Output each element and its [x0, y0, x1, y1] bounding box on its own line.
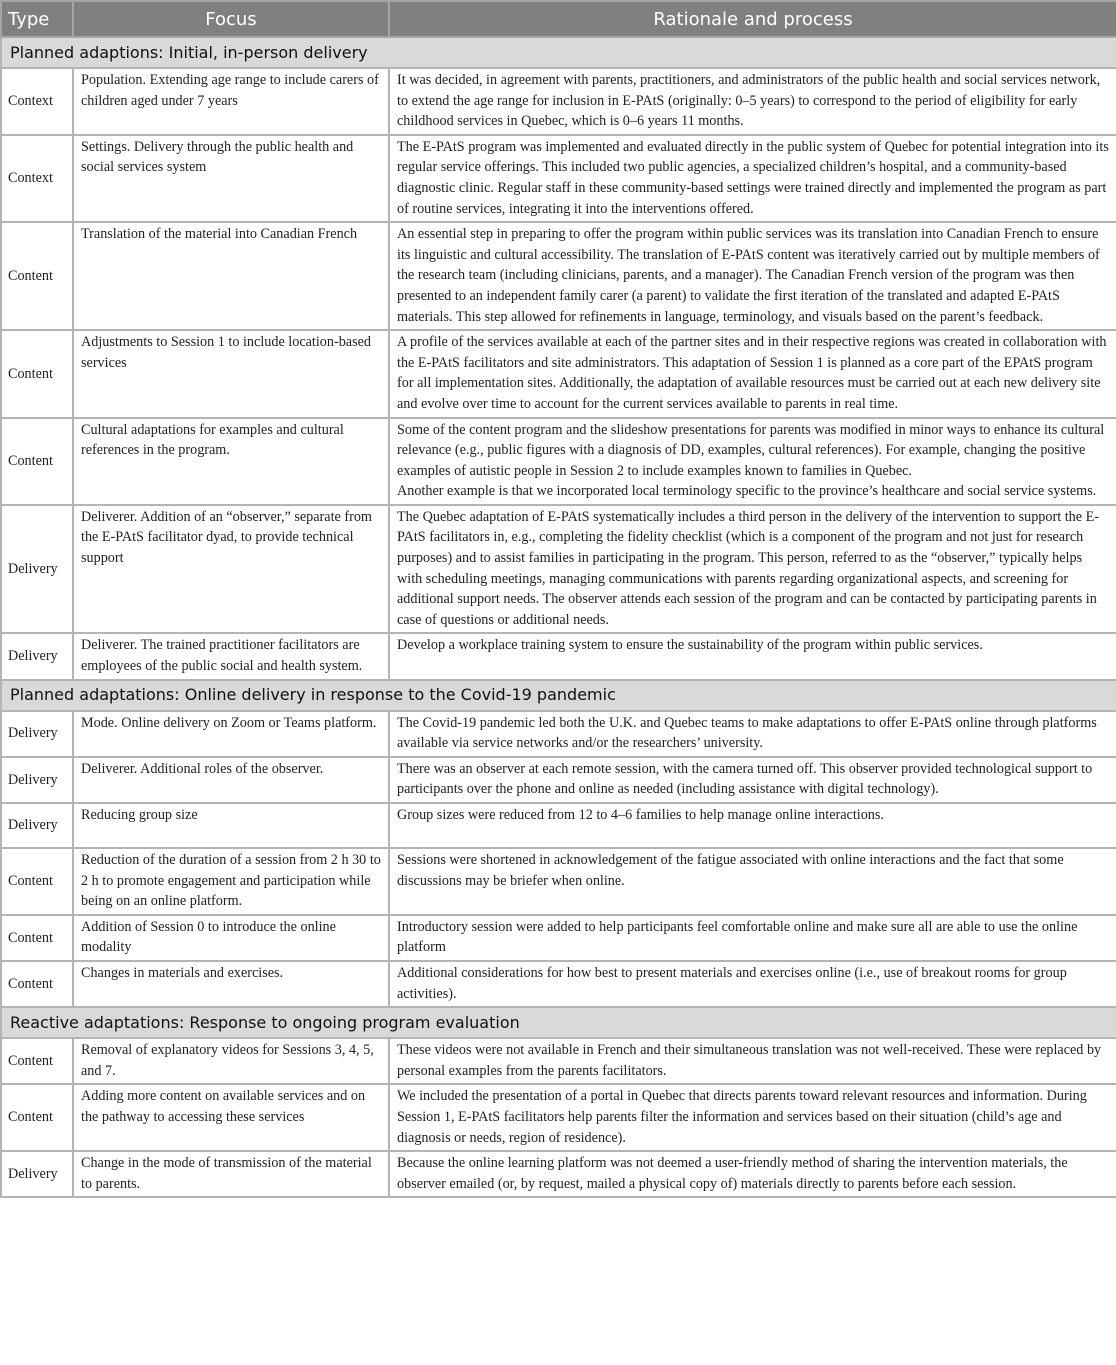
rationale-text-2: Another example is that we incorporated local terminology specific to the province’s healthcare and social service systems. — [397, 483, 1097, 500]
rationale-cell — [389, 1084, 1116, 1151]
type-cell: Delivery — [1, 757, 73, 803]
table-row — [1, 711, 1116, 757]
table-row — [1, 1151, 1116, 1197]
rationale-text: An essential step in preparing to offer the program within public services was its translation into Canadian French to ensure its linguistic and cultural accessibility. The translation of E-PAtS content was iteratively carried out by multiple members of the research team (including clinicians, parents, and a manager). The Canadian French version of the program was then presented to an independent family carer (a parent) to validate the first iteration of the translated and adapted E-PAtS materials. This step allowed for refinements in language, terminology, and visuals based on the parent’s feedback. — [397, 226, 1100, 325]
rationale-text: Group sizes were reduced from 12 to 4–6 families to help manage online interactions. — [397, 807, 884, 823]
rationale-text: Because the online learning platform was not deemed a user-friendly method of sharing the intervention materials, the observer emailed (or, by request, mailed a physical copy of) materials directly to parents before each session. — [397, 1155, 1068, 1192]
rationale-text: Some of the content program and the slideshow presentations for parents was modified in minor ways to enhance its cultural relevance (e.g., public figures with a diagnosis of DD, examples, cultural references). For example, changing the positive examples of autistic people in Session 2 to include examples known to families in Quebec. — [397, 421, 1105, 479]
section-title: Reactive adaptations: Response to ongoing program evaluation — [1, 1007, 1116, 1038]
rationale-cell — [389, 711, 1116, 757]
section-header-row — [1, 680, 1116, 711]
table-row — [1, 915, 1116, 961]
table-row — [1, 330, 1116, 417]
rationale-cell — [389, 222, 1116, 330]
type-cell: Content — [1, 1038, 73, 1084]
rationale-cell — [389, 633, 1116, 679]
focus-cell: Changes in materials and exercises. — [73, 961, 389, 1007]
rationale-text: It was decided, in agreement with parents, practitioners, and administrators of the public health and social services network, to extend the age range for inclusion in E-PAtS (originally: 0–5 years) to correspond to the period of eligibility for early childhood services in Quebec, which is 0–6 years 11 months. — [397, 72, 1101, 130]
table-row — [1, 418, 1116, 505]
type-cell: Delivery — [1, 711, 73, 757]
table-row — [1, 633, 1116, 679]
table-row — [1, 803, 1116, 848]
type-cell: Content — [1, 961, 73, 1007]
focus-cell: Adjustments to Session 1 to include location-based services — [73, 330, 389, 417]
focus-cell: Deliverer. Additional roles of the observer. — [73, 757, 389, 803]
rationale-cell — [389, 505, 1116, 634]
rationale-text: A profile of the services available at each of the partner sites and in their respective regions was created in collaboration with the E-PAtS facilitators and site administrators. This adaptation of Session 1 is planned as a core part of the EPAtS program for all implementation sites. Additionally, the adaptation of available resources must be carried out at each new delivery site and evolve over time to account for the current services available to parents in real time. — [397, 334, 1107, 412]
rationale-text: Introductory session were added to help participants feel comfortable online and make sure all are able to use the online platform — [397, 918, 1078, 956]
type-cell: Delivery — [1, 1151, 73, 1197]
type-cell: Content — [1, 915, 73, 961]
type-cell: Delivery — [1, 633, 73, 679]
header-type: Type — [1, 1, 73, 37]
rationale-cell — [389, 135, 1116, 222]
type-cell: Delivery — [1, 505, 73, 634]
focus-cell: Translation of the material into Canadian French — [73, 222, 389, 330]
rationale-text: The E-PAtS program was implemented and evaluated directly in the public system of Quebec for potential integration into its regular service offerings. This included two public agencies, a specialized children’s hospital, and a community-based diagnostic clinic. Regular staff in these community-based settings were trained directly and implemented the program as part of routine services, integrating it into the interventions offered. — [397, 138, 1109, 217]
table-row — [1, 757, 1116, 803]
section-title: Planned adaptations: Online delivery in response to the Covid-19 pandemic — [1, 680, 1116, 711]
header-focus: Focus — [73, 1, 389, 37]
type-cell: Delivery — [1, 803, 73, 848]
rationale-cell — [389, 1151, 1116, 1197]
rationale-cell — [389, 757, 1116, 803]
rationale-cell — [389, 1038, 1116, 1084]
header-row — [1, 1, 1116, 37]
table-row — [1, 1038, 1116, 1084]
table-row — [1, 68, 1116, 135]
section-header-row — [1, 1007, 1116, 1038]
type-cell: Content — [1, 848, 73, 915]
table-row — [1, 222, 1116, 330]
section-header-row — [1, 37, 1116, 68]
type-cell: Context — [1, 135, 73, 222]
focus-cell: Addition of Session 0 to introduce the online modality — [73, 915, 389, 961]
rationale-cell — [389, 330, 1116, 417]
type-cell: Content — [1, 330, 73, 417]
focus-cell: Removal of explanatory videos for Sessions 3, 4, 5, and 7. — [73, 1038, 389, 1084]
focus-cell: Reducing group size — [73, 803, 389, 848]
rationale-cell — [389, 848, 1116, 915]
focus-cell: Mode. Online delivery on Zoom or Teams platform. — [73, 711, 389, 757]
table-row — [1, 961, 1116, 1007]
rationale-cell — [389, 803, 1116, 848]
rationale-text: Develop a workplace training system to ensure the sustainability of the program within public services. — [397, 637, 983, 654]
type-cell: Content — [1, 1084, 73, 1151]
rationale-cell — [389, 915, 1116, 961]
focus-cell: Deliverer. The trained practitioner facilitators are employees of the public social and health system. — [73, 633, 389, 679]
rationale-text: Additional considerations for how best to present materials and exercises online (i.e., use of breakout rooms for group activities). — [397, 964, 1067, 1002]
table-row — [1, 135, 1116, 222]
rationale-cell — [389, 68, 1116, 135]
table-row — [1, 848, 1116, 915]
focus-cell: Reduction of the duration of a session from 2 h 30 to 2 h to promote engagement and participation while being on an online platform. — [73, 848, 389, 915]
focus-cell: Change in the mode of transmission of the material to parents. — [73, 1151, 389, 1197]
rationale-cell — [389, 418, 1116, 505]
type-cell: Content — [1, 418, 73, 505]
rationale-text: We included the presentation of a portal in Quebec that directs parents toward relevant resources and information. During Session 1, E-PAtS facilitators help parents filter the information and services based on their situation (child’s age and diagnosis or needs, region of residence). — [397, 1088, 1087, 1146]
rationale-text: The Covid-19 pandemic led both the U.K. and Quebec teams to make adaptations to offer E-PAtS online through platforms available via service networks and/or the researchers’ university. — [397, 714, 1097, 752]
focus-cell: Deliverer. Addition of an “observer,” separate from the E-PAtS facilitator dyad, to provide technical support — [73, 505, 389, 634]
table-row — [1, 1084, 1116, 1151]
rationale-text: There was an observer at each remote session, with the camera turned off. This observer provided technological support to participants over the phone and online as needed (including assistance with digital technology). — [397, 760, 1093, 798]
focus-cell: Cultural adaptations for examples and cultural references in the program. — [73, 418, 389, 505]
rationale-text: The Quebec adaptation of E-PAtS systematically includes a third person in the delivery of the intervention to support the E-PAtS facilitators in, e.g., completing the fidelity checklist (which is a component of the program and not just for research purposes) and to assist families in participating in the program. This person, referred to as the “observer,” typically helps with scheduling meetings, managing communications with parents regarding organizational aspects, and screening for additional support needs. The observer attends each session of the program and can be contacted by participating parents in case of questions or additional needs. — [397, 508, 1099, 628]
type-cell: Context — [1, 68, 73, 135]
section-title: Planned adaptions: Initial, in-person delivery — [1, 37, 1116, 68]
table-row — [1, 505, 1116, 634]
rationale-cell — [389, 961, 1116, 1007]
type-cell: Content — [1, 222, 73, 330]
rationale-text: These videos were not available in French and their simultaneous translation was not well-received. These were replaced by personal examples from the parents facilitators. — [397, 1042, 1102, 1079]
rationale-text: Sessions were shortened in acknowledgement of the fatigue associated with online interactions and the fact that some discussions may be briefer when online. — [397, 852, 1064, 889]
table-body — [1, 37, 1116, 1197]
header-rationale: Rationale and process — [389, 1, 1116, 37]
focus-cell: Settings. Delivery through the public health and social services system — [73, 135, 389, 222]
focus-cell: Adding more content on available services and on the pathway to accessing these services — [73, 1084, 389, 1151]
focus-cell: Population. Extending age range to include carers of children aged under 7 years — [73, 68, 389, 135]
